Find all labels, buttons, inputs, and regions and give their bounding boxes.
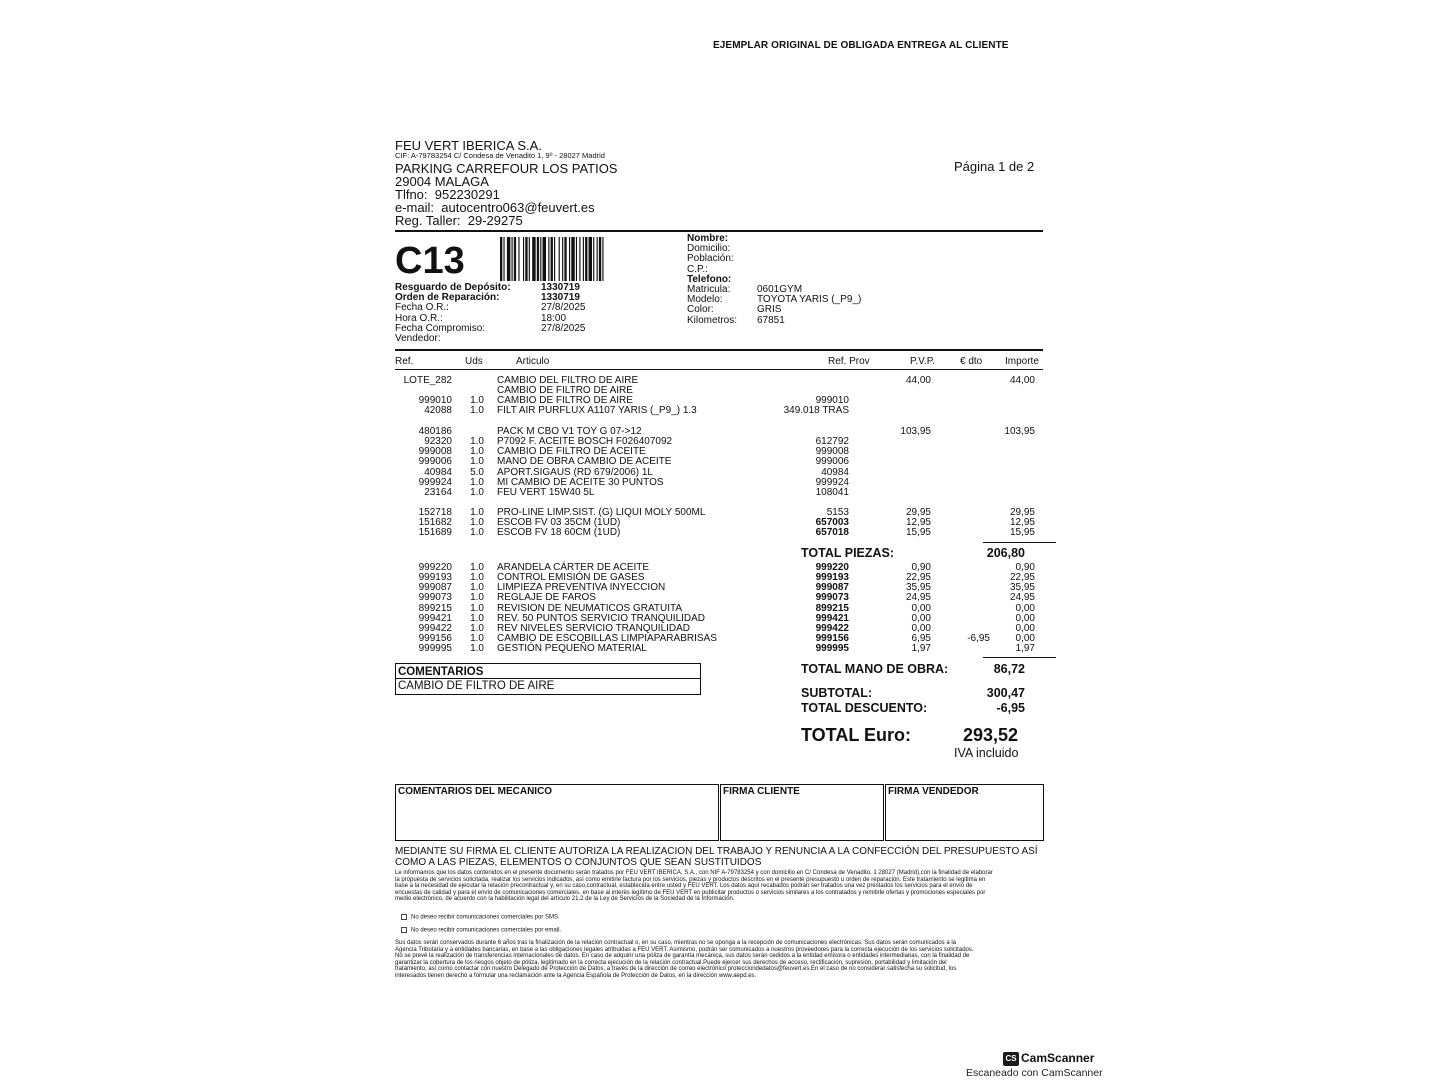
email-label: e-mail: <box>395 199 435 215</box>
barcode-bar <box>576 237 577 281</box>
order-value: 1330719 <box>541 282 580 293</box>
checkbox-icon[interactable] <box>401 927 407 933</box>
pvp-cell: 44,00 <box>905 375 931 386</box>
uds-cell: 1.0 <box>470 476 484 488</box>
order-values <box>541 283 586 344</box>
email-optout-option[interactable] <box>401 927 1001 934</box>
barcode-bar <box>532 237 535 281</box>
importe-cell: 24,95 <box>1009 592 1035 604</box>
uds-cell: 1.0 <box>470 612 484 624</box>
customer-value <box>757 234 861 244</box>
pvp-cell: 1,97 <box>911 643 931 655</box>
articulo-cell: APORT.SIGAUS (RD 679/2006) 1L <box>497 466 653 478</box>
header-divider <box>395 230 1043 232</box>
articulo-cell: LIMPIEZA PREVENTIVA INYECCION <box>497 582 666 594</box>
table-top-rule <box>395 349 1043 351</box>
pvp-cell: 0,00 <box>911 622 931 634</box>
importe-cell: 12,95 <box>1009 517 1035 529</box>
dto-cell: -6,95 <box>967 633 990 645</box>
customer-value: TOYOTA YARIS (_P9_) <box>757 294 862 306</box>
barcode-bar <box>599 237 601 281</box>
refprov-cell: 999924 <box>815 476 849 488</box>
order-value: 27/8/2025 <box>541 302 586 314</box>
table-header-rule <box>395 369 1043 370</box>
pvp-cell: 22,95 <box>905 572 931 584</box>
uds-cell: 5.0 <box>470 466 484 478</box>
mechanic-comments-box[interactable] <box>395 784 719 841</box>
ref-cell: 999073 <box>418 592 452 604</box>
refprov-cell: 999193 <box>815 572 849 584</box>
articulo-cell: CAMBIO DE FILTRO DE AIRE <box>497 395 633 407</box>
articulo-cell: CAMBIO DEL FILTRO DE AIRE <box>497 375 639 386</box>
authorization-text: MEDIANTE SU FIRMA EL CLIENTE AUTORIZA LA REALIZACION DEL TRABAJO Y RENUNCIA A LA CONFECCIÓN DEL PRESUPUESTO ASÍ COMO A LAS PIEZAS, ELEMENTOS O CONJUNTOS QUE SEAN SUSTITUIDOS <box>395 846 1038 868</box>
barcode-bar <box>562 237 563 281</box>
ref-cell: LOTE_282 <box>403 375 452 386</box>
importe-cell: 44,00 <box>1009 375 1035 386</box>
sms-optout-option[interactable] <box>401 914 1001 921</box>
customer-label: Kilometros: <box>687 314 738 326</box>
pvp-cell: 12,95 <box>905 517 931 529</box>
refprov-cell: 999008 <box>815 446 849 458</box>
refprov-cell: 657003 <box>815 517 849 529</box>
barcode-bar <box>543 237 546 281</box>
barcode-bar <box>597 237 598 281</box>
order-value: 27/8/2025 <box>541 322 586 334</box>
seller-signature-title: FIRMA VENDEDOR <box>888 786 979 797</box>
importe-cell: 15,95 <box>1009 527 1035 539</box>
comments-title: COMENTARIOS <box>398 666 484 678</box>
articulo-cell: REGLAJE DE FAROS <box>497 592 596 604</box>
pvp-cell: 24,95 <box>905 592 931 604</box>
ref-cell: 999421 <box>418 612 452 624</box>
articulo-cell: ESCOB FV 03 35CM (1UD) <box>497 517 621 529</box>
articulo-cell: CAMBIO DE FILTRO DE ACEITE <box>497 446 646 458</box>
refprov-cell: 657018 <box>815 527 849 539</box>
uds-cell: 1.0 <box>470 602 484 614</box>
customer-value <box>757 244 861 254</box>
articulo-cell: CONTROL EMISIÓN DE GASES <box>497 572 645 584</box>
customer-value <box>757 265 861 275</box>
barcode-bar <box>512 237 513 281</box>
order-label: Vendedor: <box>395 333 441 345</box>
ref-cell: 999156 <box>418 633 452 645</box>
refprov-cell: 5153 <box>826 507 849 518</box>
barcode-bar <box>514 237 516 281</box>
mechanic-comments-title: COMENTARIOS DEL MECANICO <box>398 786 553 797</box>
pvp-cell: 0,00 <box>911 612 931 624</box>
col-uds-header: Uds <box>465 356 483 367</box>
refprov-cell: 108041 <box>815 486 849 498</box>
articulo-cell: PACK M CBO V1 TOY G 07->12 <box>497 426 642 437</box>
subtotal-label: SUBTOTAL: <box>801 686 873 700</box>
articulo-cell: ARANDELA CÁRTER DE ACEITE <box>497 562 650 573</box>
uds-cell: 1.0 <box>470 456 484 468</box>
barcode-bar <box>593 237 594 281</box>
customer-label: C.P.: <box>687 263 708 275</box>
total-piezas-value: 206,80 <box>986 546 1025 560</box>
total-mano-label: TOTAL MANO DE OBRA: <box>801 662 949 676</box>
customer-labels <box>687 234 737 326</box>
uds-cell: 1.0 <box>470 562 484 573</box>
company-block <box>395 139 617 227</box>
ref-cell: 999220 <box>418 562 452 573</box>
refprov-cell: 612792 <box>815 436 849 448</box>
importe-cell: 0,00 <box>1015 622 1035 634</box>
barcode-bar <box>529 237 530 281</box>
articulo-cell: REV. 50 PUNTOS SERVICIO TRANQUILIDAD <box>497 612 706 624</box>
col-importe-header: Importe <box>1005 356 1039 367</box>
phone-label: Tlfno: <box>395 186 428 202</box>
barcode-bar <box>537 237 539 281</box>
importe-cell: 0,00 <box>1015 633 1035 645</box>
page-number: Página 1 de 2 <box>954 159 1035 174</box>
camscanner-logo-icon: CS <box>1003 1052 1019 1066</box>
descuento-label: TOTAL DESCUENTO: <box>801 701 928 715</box>
phone-value: 952230291 <box>434 186 500 202</box>
pvp-cell: 0,90 <box>911 562 931 573</box>
uds-cell: 1.0 <box>470 395 484 407</box>
refprov-cell: 349.018 TRAS <box>783 405 849 417</box>
uds-cell: 1.0 <box>470 527 484 539</box>
customer-label: Telefono: <box>687 273 732 285</box>
barcode-bar <box>554 237 555 281</box>
camscanner-caption: Escaneado con CamScanner <box>966 1067 1103 1079</box>
uds-cell: 1.0 <box>470 633 484 645</box>
importe-cell: 0,00 <box>1015 612 1035 624</box>
workshop-city: 29004 MALAGA <box>395 173 489 189</box>
original-copy-notice: EJEMPLAR ORIGINAL DE OBLIGADA ENTREGA AL CLIENTE <box>713 40 1009 51</box>
checkbox-icon[interactable] <box>401 914 407 920</box>
refprov-cell: 999087 <box>815 582 849 594</box>
pvp-cell: 29,95 <box>905 507 931 518</box>
work-code: C13 <box>395 240 465 282</box>
ref-cell: 999995 <box>418 643 452 655</box>
ref-cell: 899215 <box>418 602 452 614</box>
uds-cell: 1.0 <box>470 572 484 584</box>
pvp-cell: 35,95 <box>905 582 931 594</box>
refprov-cell: 999995 <box>815 643 849 655</box>
articulo-cell: CAMBIO DE ESCOBILLAS LIMPIAPARABRISAS <box>497 633 717 645</box>
importe-cell: 1,97 <box>1015 643 1035 655</box>
importe-cell: 22,95 <box>1009 572 1035 584</box>
uds-cell: 1.0 <box>470 405 484 417</box>
ref-cell: 999006 <box>418 456 452 468</box>
barcode-bar <box>589 237 592 281</box>
barcode-bar <box>559 237 560 281</box>
articulo-cell: FEU VERT 15W40 5L <box>497 486 595 498</box>
order-value <box>541 334 586 344</box>
barcode-bar <box>551 237 553 281</box>
company-name: FEU VERT IBERICA S.A. <box>395 138 542 153</box>
pvp-cell: 0,00 <box>911 602 931 614</box>
customer-value: 67851 <box>757 314 785 326</box>
total-piezas-label: TOTAL PIEZAS: <box>801 546 895 560</box>
customer-signature-title: FIRMA CLIENTE <box>723 786 800 797</box>
sms-optout-label: No deseo recibir comunicaciones comerciales por SMS. <box>411 914 560 921</box>
email-optout-label: No deseo recibir comunicaciones comerciales por email. <box>411 927 562 934</box>
articulo-cell: MI CAMBIO DE ACEITE 30 PUNTOS <box>497 476 664 488</box>
refprov-cell: 999156 <box>815 633 849 645</box>
order-labels <box>395 283 511 344</box>
uds-cell: 1.0 <box>470 436 484 448</box>
articulo-cell: ESCOB FV 18 60CM (1UD) <box>497 527 621 539</box>
email-value: autocentro063@feuvert.es <box>441 199 595 215</box>
importe-cell: 35,95 <box>1009 582 1035 594</box>
descuento-value: -6,95 <box>996 701 1025 715</box>
comments-box <box>395 663 701 695</box>
labor-sum-rule <box>983 657 1056 658</box>
barcode-bar <box>585 237 587 281</box>
total-mano-value: 86,72 <box>993 662 1025 676</box>
order-label: Fecha O.R.: <box>395 302 449 314</box>
refprov-cell: 999006 <box>815 456 849 468</box>
articulo-cell: P7092 F. ACEITE BOSCH F026407092 <box>497 436 673 448</box>
order-value: 18:00 <box>541 312 567 324</box>
ref-cell: 999008 <box>418 446 452 458</box>
workshop-name: PARKING CARREFOUR LOS PATIOS <box>395 160 618 176</box>
refprov-cell: 999422 <box>815 622 849 634</box>
col-refprov-header: Ref. Prov <box>828 356 870 367</box>
ref-cell: 480186 <box>418 426 452 437</box>
camscanner-brand: CamScanner <box>1021 1051 1095 1065</box>
uds-cell: 1.0 <box>470 486 484 498</box>
refprov-cell: 999010 <box>815 395 849 407</box>
barcode-bar <box>579 237 580 281</box>
articulo-cell: FILT AIR PURFLUX A1107 YARIS (_P9_) 1.3 <box>497 405 697 417</box>
barcode-bar <box>571 237 574 281</box>
seller-signature-box[interactable] <box>885 784 1044 841</box>
col-ref-header: Ref. <box>395 356 414 367</box>
uds-cell: 1.0 <box>470 643 484 655</box>
articulo-cell: REV NIVELES SERVICIO TRANQUILIDAD <box>497 622 691 634</box>
refprov-cell: 999073 <box>815 592 849 604</box>
refprov-cell: 999220 <box>815 562 849 573</box>
barcode-bar <box>525 237 527 281</box>
barcode-bar <box>602 237 603 281</box>
ref-cell: 999010 <box>418 395 452 407</box>
ref-cell: 999422 <box>418 622 452 634</box>
ref-cell: 152718 <box>418 507 452 518</box>
customer-label: Color: <box>687 304 714 316</box>
customer-value: 0601GYM <box>757 284 803 296</box>
col-dto-header: € dto <box>960 356 983 367</box>
customer-label: Modelo: <box>687 294 723 306</box>
barcode-bar <box>569 237 570 281</box>
reg-value: 29-29275 <box>467 212 523 228</box>
col-pvp-header: P.V.P. <box>910 356 935 367</box>
customer-label: Población: <box>687 253 734 265</box>
ref-cell: 999924 <box>418 476 452 488</box>
pvp-cell: 103,95 <box>900 426 931 437</box>
order-label: Fecha Compromiso: <box>395 322 486 334</box>
customer-label: Nombre: <box>687 233 729 244</box>
ref-cell: 40984 <box>424 466 452 478</box>
customer-value: GRIS <box>757 304 782 316</box>
ref-cell: 151682 <box>418 517 452 529</box>
uds-cell: 1.0 <box>470 592 484 604</box>
col-articulo-header: Articulo <box>516 356 550 367</box>
importe-cell: 29,95 <box>1009 507 1035 518</box>
uds-cell: 1.0 <box>470 507 484 518</box>
ref-cell: 999193 <box>418 572 452 584</box>
ref-cell: 23164 <box>424 486 452 498</box>
ref-cell: 42088 <box>424 405 452 417</box>
total-euro-value: 293,52 <box>962 725 1018 745</box>
articulo-cell: REVISION DE NEUMATICOS GRATUITA <box>497 602 683 614</box>
articulo-cell: PRO-LINE LIMP.SIST. (G) LIQUI MOLY 500ML <box>497 507 706 518</box>
barcode-bar <box>564 237 566 281</box>
customer-value <box>757 254 861 264</box>
ref-cell: 151689 <box>418 527 452 539</box>
barcode-bar <box>548 237 549 281</box>
privacy-text-2: Sus datos serán conservados durante 6 años tras la finalización de la relación contractual o, en su caso, mientras no se oponga a la recepción de comunicaciones electrónicas. Sus datos serán comunicados a la Agencia Tributaria y a entidades bancarias, en base a las obligaciones legales atribuidas a FEU VERT. Asimismo, podrán ser comunicados a nuestros proveedores para la correcta ejecución de los servicios solicitados. No se prevé la realización de transferencias internacionales de datos. En caso de adquirir una póliza de garantía mecánica, sus datos serán cedidos a la entidad emisora o entidades intermediarias, con la finalidad de garantizar la cobertura de los riesgos objeto de póliza, legitimado en la correcta ejecución de la relación contractual.Puede ejercer sus derechos de acceso, rectificación, supresión, portabilidad y limitación del tratamiento, así como contactar con nuestro Delegado de Protección de Datos, a través de la dirección de correo electrónico protecciondedatos@feuvert.es.En el caso de no considerar satisfecha su solicitud, los interesados tienen derecho a formular una reclamación ante la Agencia Española de Protección de Datos, en la dirección www.aepd.es. <box>395 940 974 979</box>
customer-label: Domicilio: <box>687 243 731 255</box>
customer-signature-box[interactable] <box>720 784 884 841</box>
comments-text: CAMBIO DE FILTRO DE AIRE <box>396 678 700 693</box>
importe-cell: 0,90 <box>1015 562 1035 573</box>
uds-cell: 1.0 <box>470 446 484 458</box>
total-euro-label: TOTAL Euro: <box>801 725 911 745</box>
reg-label: Reg. Taller: <box>395 212 461 228</box>
articulo-cell: GESTIÓN PEQUEÑO MATERIAL <box>497 643 647 655</box>
barcode-bar <box>503 237 504 281</box>
pvp-cell: 6,95 <box>911 633 931 645</box>
uds-cell: 1.0 <box>470 582 484 594</box>
barcode-bar <box>523 237 524 281</box>
ref-cell: 92320 <box>424 436 452 448</box>
order-value: 1330719 <box>541 292 580 304</box>
refprov-cell: 899215 <box>815 602 849 614</box>
articulo-cell: CAMBIO DE FILTRO DE AIRE <box>497 385 633 397</box>
importe-cell: 103,95 <box>1004 426 1035 437</box>
refprov-cell: 40984 <box>821 466 849 478</box>
piezas-sum-rule <box>983 542 1056 543</box>
uds-cell: 1.0 <box>470 622 484 634</box>
privacy-text-1: Le informamos que los datos contenidos en el presente documento serán tratados por FEU VERT IBERICA, S.A., con NIF A-79783254 y con domicilio en C/ Condesa de Venadito, 1 28027 (Madrid),con la finalidad de elaborar la propuesta de servicios solicitada, realizar los servicios indicados, así como emitirle factura por los servicios, piezas y productos descritos en el presente presupuesto u orden de reparación. Este tratamiento se legitima en base a la necesidad de ejecutar la relación precontractual y, en su caso,contractual, establecida entre usted y FEU VERT. Los datos aquí recabados podrán ser tratados una vez prestados los servicios para el envío de encuestas de calidad y para el envío de comunicaciones comerciales, en base al interés legítimo de FEU VERT en publicitar productos o servicios similares a los contratados y remitirle ofertas y promociones especiales por medio electrónico, de acuerdo con la habilitación legal del artículo 21.2 de la Ley de Servicios de la Sociedad de la Información. <box>395 870 993 903</box>
barcode-bar <box>583 237 584 281</box>
articulo-cell: MANO DE OBRA CAMBIO DE ACEITE <box>497 456 672 468</box>
pvp-cell: 15,95 <box>905 527 931 539</box>
refprov-cell: 999421 <box>815 612 849 624</box>
ref-cell: 999087 <box>418 582 452 594</box>
customer-label: Matricula: <box>687 284 731 296</box>
importe-cell: 0,00 <box>1015 602 1035 614</box>
customer-values <box>757 234 861 326</box>
iva-note: IVA incluido <box>954 746 1019 760</box>
barcode-bar <box>540 237 541 281</box>
order-label: Orden de Reparación: <box>395 292 500 304</box>
barcode-bar <box>518 237 519 281</box>
order-label: Resguardo de Depósito: <box>395 282 511 293</box>
barcode-image <box>500 237 648 281</box>
barcode-bar <box>500 237 502 281</box>
barcode-bar <box>507 237 510 281</box>
company-cif: CIF: A-79783254 C/ Condesa de Venadito 1, 9º - 28027 Madrid <box>395 151 605 160</box>
uds-cell: 1.0 <box>470 517 484 529</box>
subtotal-value: 300,47 <box>986 686 1025 700</box>
order-label: Hora O.R.: <box>395 312 443 324</box>
